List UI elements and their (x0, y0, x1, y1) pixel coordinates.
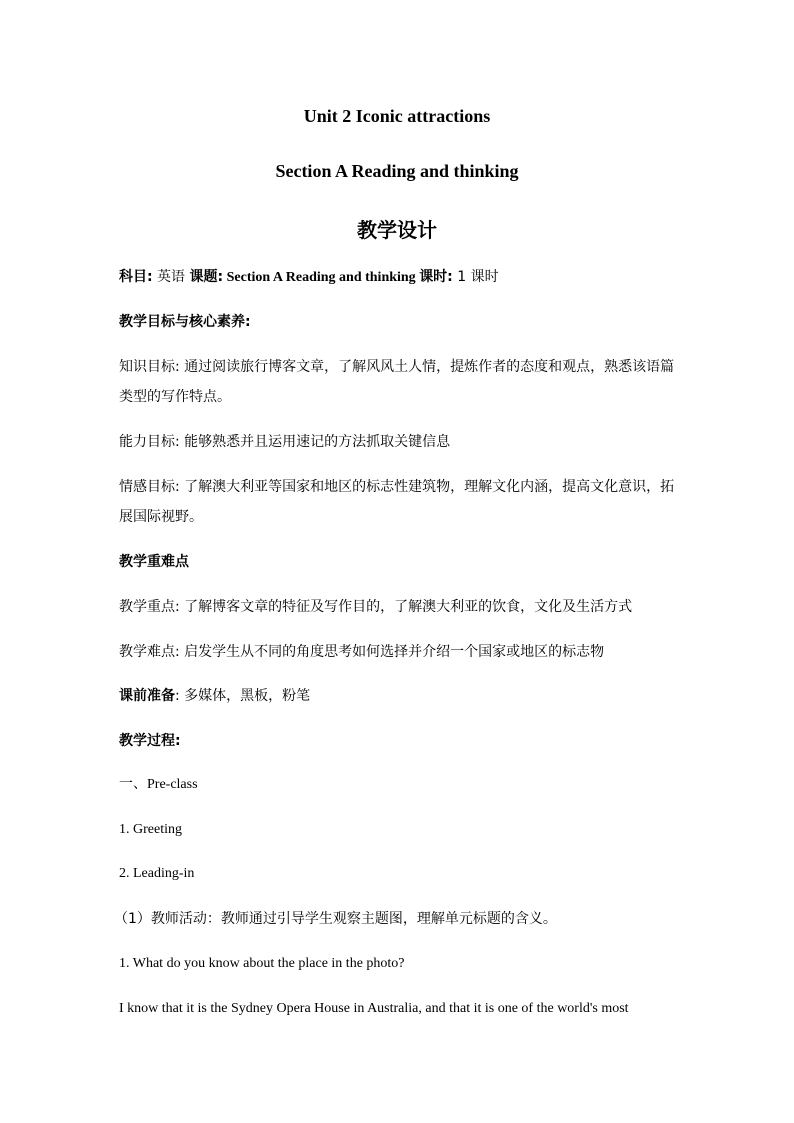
emotion-objective (119, 477, 684, 497)
period-label: 课时: (419, 269, 453, 285)
focus-text: 了解博客文章的特征及写作目的，了解澳大利亚的饮食，文化及生活方式 (179, 599, 633, 615)
knowledge-text-1: 通过阅读旅行博客文章，了解风风土人情，提炼作者的态度和观点，熟悉该语篇 (179, 359, 675, 375)
key-points-heading: 教学重难点 (119, 554, 189, 570)
section-title: Section A Reading and thinking (275, 161, 519, 181)
subject-label: 科目: (119, 269, 153, 285)
focus-label: 教学重点: (119, 599, 180, 615)
knowledge-objective (119, 357, 684, 377)
pre-class-heading: 一、Pre-class (119, 777, 198, 792)
subject-value: 英语 (152, 269, 190, 285)
course-info-line (119, 267, 684, 288)
emotion-text-2: 展国际视野。 (119, 509, 203, 525)
ability-text: 能够熟悉并且运用速记的方法抓取关键信息 (179, 434, 451, 450)
teaching-difficulty (119, 642, 684, 662)
document-title: 教学设计 (357, 218, 437, 242)
objectives-heading: 教学目标与核心素养: (119, 314, 251, 330)
difficulty-text: 启发学生从不同的角度思考如何选择并介绍一个国家或地区的标志物 (179, 644, 605, 660)
knowledge-text-2: 类型的写作特点。 (119, 389, 231, 405)
teacher-activity: （1）教师活动：教师通过引导学生观察主题图，理解单元标题的含义。 (114, 911, 557, 927)
ability-label: 能力目标: (119, 434, 180, 450)
period-value: 1 课时 (452, 269, 499, 285)
topic-value: Section A Reading and thinking (223, 270, 420, 285)
process-heading: 教学过程: (119, 733, 181, 749)
difficulty-label: 教学难点: (119, 644, 180, 660)
emotion-text-1: 了解澳大利亚等国家和地区的标志性建筑物，理解文化内涵，提高文化意识，拓 (179, 479, 675, 495)
prep-label: 课前准备 (119, 688, 175, 704)
unit-title: Unit 2 Iconic attractions (303, 106, 491, 126)
question-1: 1. What do you know about the place in the photo? (119, 956, 405, 971)
answer-1: I know that it is the Sydney Opera House in Australia, and that it is one of the world's most (119, 1001, 629, 1016)
step-greeting-text: 1. Greeting (119, 822, 182, 837)
knowledge-label: 知识目标: (119, 359, 180, 375)
ability-objective (119, 432, 684, 452)
topic-label: 课题: (189, 269, 224, 285)
step-leading-in: 2. Leading-in (119, 866, 195, 881)
teaching-focus (119, 597, 684, 617)
preparation (119, 686, 684, 706)
prep-text: : 多媒体，黑板，粉笔 (175, 688, 311, 704)
emotion-label: 情感目标: (119, 479, 180, 495)
